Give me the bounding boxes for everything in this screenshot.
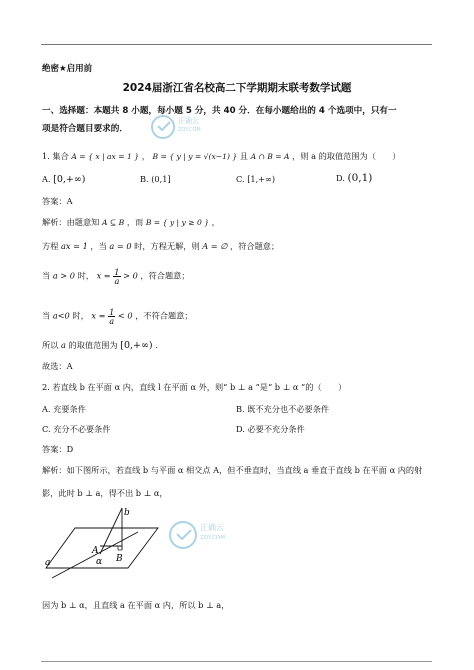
text: 方程 (42, 241, 59, 251)
q1-case-negative (42, 308, 193, 325)
text: 当 (42, 310, 51, 321)
option-value: (0,1) (347, 172, 373, 184)
secret-label: 绝密★启用前 (42, 64, 93, 74)
q1-stem-tail: ，则 a 的取值范围为（ ） (292, 151, 401, 161)
q1-set-b: B = { y | y = √(x−1) } (152, 152, 238, 161)
q1-stem-prefix: 1. 集合 (42, 151, 69, 161)
denominator: a (109, 316, 115, 327)
option-label: C. (236, 174, 245, 184)
math: [0,+∞) (120, 340, 153, 351)
q1-option-a (42, 174, 85, 185)
option-label: B. (236, 404, 245, 414)
math: ax = 1 (61, 241, 88, 251)
math: > 0 (123, 270, 138, 281)
watermark-logo-top (150, 112, 206, 144)
page-title: 2024届浙江省名校高二下学期期末联考数学试题 (122, 82, 352, 94)
option-value: 充分不必要条件 (53, 424, 111, 434)
watermark-subtext: ZQY.COM (178, 127, 201, 133)
line-b (100, 508, 122, 554)
watermark-subtext: ZQY.COM (200, 535, 226, 541)
text: 的取值范围为 (68, 340, 118, 350)
text: ，而 (126, 217, 144, 227)
q1-analysis-line1 (42, 217, 220, 228)
q1-comma: ， (141, 151, 150, 161)
geometry-figure (40, 506, 160, 588)
label-alpha: α (96, 557, 103, 567)
text: ，当 (90, 241, 107, 251)
option-value: [0,+∞) (53, 174, 86, 185)
option-label: D. (336, 173, 345, 183)
math: a > 0 (52, 270, 75, 281)
math: a (61, 340, 66, 350)
text: 解析：由题意知 (42, 217, 100, 227)
label-b: b (124, 508, 130, 518)
text: 所以 (42, 340, 59, 350)
q1-option-d (336, 172, 372, 184)
text: 当 (42, 270, 51, 281)
math: x = (91, 310, 106, 321)
option-value: 必要不充分条件 (247, 424, 305, 434)
q2-stem: 2. 若直线 b 在平面 α 内，直线 l 在平面 α 外，则“ b ⊥ a ”是“ b ⊥ α ”的（ ） (42, 382, 347, 392)
q2-option-c (42, 424, 111, 435)
q1-stem (42, 151, 400, 162)
q2-option-a (42, 404, 86, 415)
fraction (108, 308, 115, 325)
option-label: C. (42, 424, 51, 434)
q1-analysis-line2 (42, 241, 279, 252)
q1-answer: 答案：A (42, 196, 73, 206)
q2-option-d (236, 424, 305, 435)
q2-last-line: 因为 b ⊥ α，且直线 a 在平面 α 内，所以 b ⊥ a， (42, 600, 230, 610)
option-label: A. (42, 174, 51, 184)
math: < 0 (117, 310, 133, 321)
option-value: 既不充分也不必要条件 (247, 404, 330, 414)
q1-option-c (236, 174, 275, 184)
text: 时， (77, 270, 94, 281)
q1-final: 故选：A (42, 361, 73, 371)
math: x = (96, 270, 111, 281)
q1-conclusion (42, 340, 158, 351)
q1-condition: A ∩ B = A (250, 152, 290, 161)
math: a = 0 (109, 241, 132, 251)
option-label: A. (42, 404, 51, 414)
text: ，符合题意； (230, 241, 280, 251)
text: ，符合题意； (140, 270, 190, 281)
label-B: B (116, 554, 123, 564)
bottom-rule (41, 661, 432, 662)
text: 时， (72, 310, 89, 321)
q1-option-b (140, 174, 171, 184)
q1-and: 且 (239, 151, 248, 161)
q1-case-positive (42, 268, 190, 285)
watermark-text: 正确云 (178, 117, 199, 125)
label-A: A (92, 546, 99, 556)
text: ，不符合题意； (135, 310, 193, 321)
math: B = { y | y ≥ 0 } (145, 218, 210, 227)
top-rule (41, 44, 432, 45)
math: A ⊆ B (101, 218, 125, 227)
option-label: D. (236, 424, 245, 434)
denominator: a (114, 276, 120, 287)
q2-option-b (236, 404, 329, 415)
numerator: 1 (114, 267, 120, 277)
math: A = ∅ (202, 241, 228, 251)
watermark-text: 正确云 (200, 523, 224, 532)
math: a<0 (52, 310, 70, 321)
text: . (155, 340, 158, 350)
option-value: 充要条件 (53, 404, 86, 414)
text: 时，方程无解，则 (134, 241, 200, 251)
q2-analysis-line2: 影，此时 b ⊥ a，得不出 b ⊥ α， (42, 488, 168, 498)
numerator: 1 (109, 307, 115, 317)
q2-analysis-line1: 解析：如下图所示，若直线 b 与平面 α 相交点 A，但不垂直时，当直线 a 垂直于直线 b 在平面 α 内的射 (42, 465, 423, 475)
fraction (113, 268, 120, 285)
label-a: a (45, 558, 51, 568)
section-heading-line1: 一、选择题：本题共 8 小题，每小题 5 分，共 40 分．在每小题给出的 4 个选项中，只有一 (42, 106, 397, 116)
q2-answer: 答案：D (42, 444, 74, 454)
option-value: (0,1] (151, 174, 171, 184)
text: ， (211, 217, 220, 227)
watermark-logo-bottom (168, 518, 228, 554)
option-label: B. (140, 174, 149, 184)
option-value: [1,+∞) (247, 174, 276, 184)
section-heading-line2: 项是符合题目要求的． (42, 124, 128, 134)
q1-set-a: A = { x | ax = 1 } (71, 152, 140, 161)
